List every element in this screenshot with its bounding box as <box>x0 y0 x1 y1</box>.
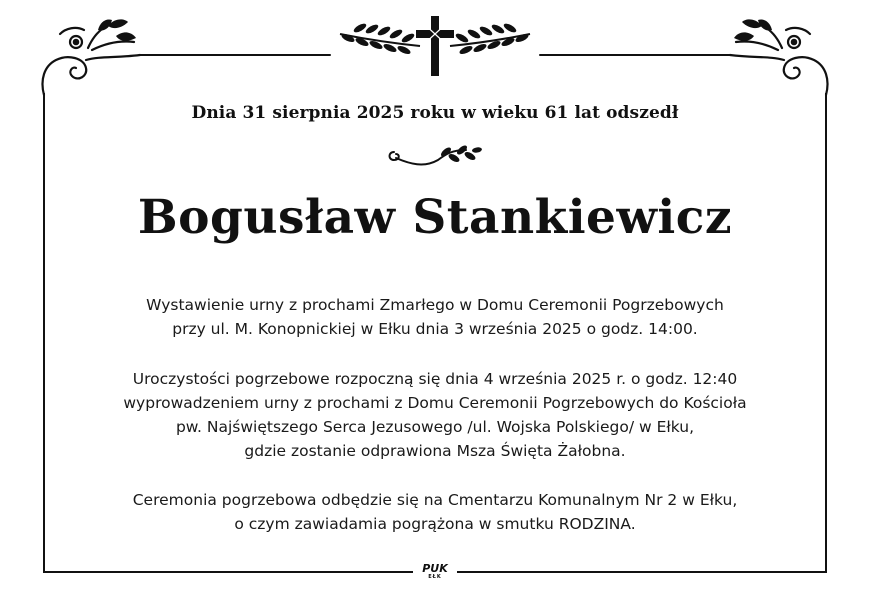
text-line: wyprowadzeniem urny z prochami z Domu Ceremonii Pogrzebowych do Kościoła <box>123 394 747 412</box>
deceased-name: Bogusław Stankiewicz <box>137 190 733 245</box>
frame-bottom-border-left <box>43 571 413 573</box>
logo-sub-text: EŁK <box>428 574 442 580</box>
death-notice-intro: Dnia 31 sierpnia 2025 roku w wieku 61 lat odszedł <box>191 103 679 123</box>
text-line: Uroczystości pogrzebowe rozpoczną się dnia 4 września 2025 r. o godz. 12:40 <box>132 370 738 388</box>
text-line: Ceremonia pogrzebowa odbędzie się na Cmentarzu Komunalnym Nr 2 w Ełku, <box>132 491 738 509</box>
text-line: przy ul. M. Konopnickiej w Ełku dnia 3 września 2025 o godz. 14:00. <box>172 320 698 338</box>
text-line: Wystawienie urny z prochami Zmarłego w Domu Ceremonii Pogrzebowych <box>146 296 724 314</box>
top-ornament <box>0 0 870 100</box>
cross-with-laurel-icon <box>340 16 530 76</box>
logo-main-text: PUK <box>422 562 448 575</box>
paragraph-urn-viewing <box>0 293 870 341</box>
text-line: gdzie zostanie odprawiona Msza Święta Żałobna. <box>244 442 626 460</box>
puk-logo <box>414 563 456 580</box>
text-line: pw. Najświętszego Serca Jezusowego /ul. Wojska Polskiego/ w Ełku, <box>175 418 695 436</box>
paragraph-funeral-ceremony <box>0 367 870 463</box>
text-line: o czym zawiadamia pogrążona w smutku RODZINA. <box>234 515 636 533</box>
scroll-ornament-icon <box>384 138 484 178</box>
frame-bottom-border-right <box>457 571 827 573</box>
paragraph-burial <box>0 488 870 536</box>
